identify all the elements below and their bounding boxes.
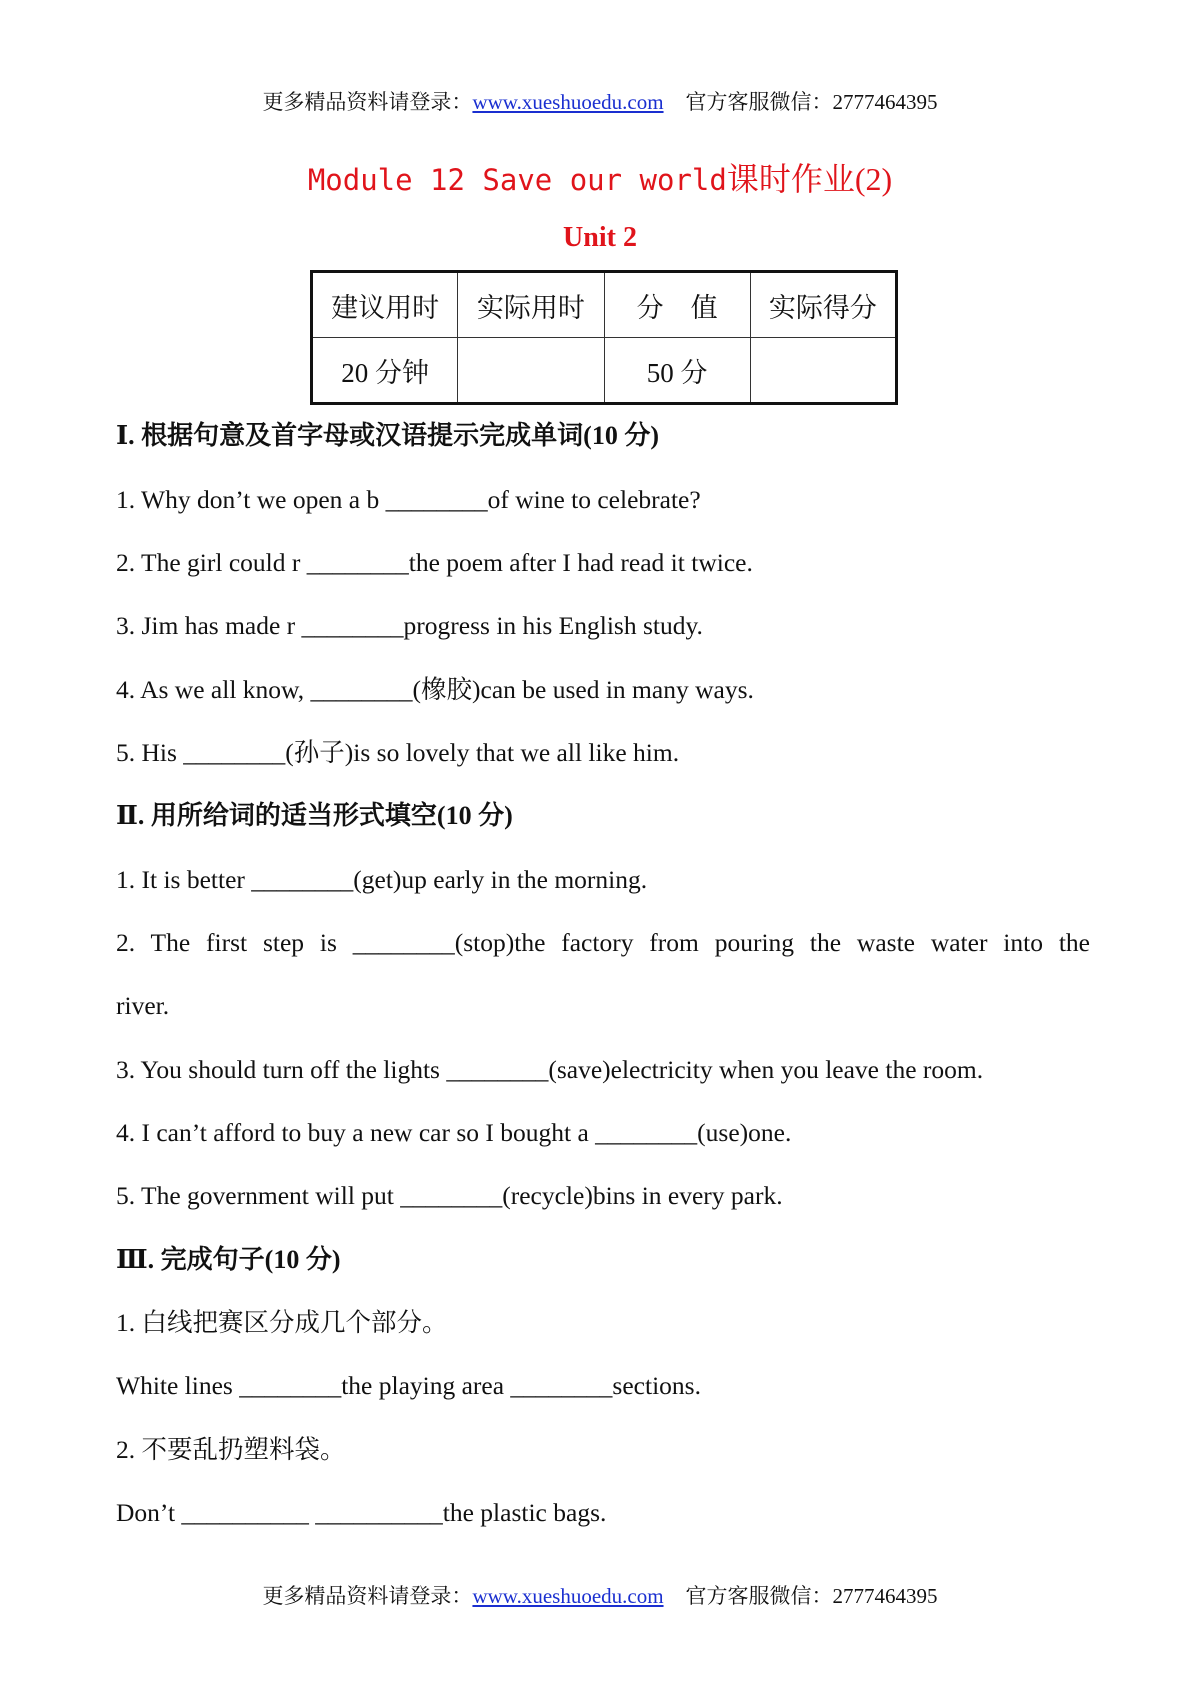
section3-heading: Ⅲ. 完成句子(10 分): [116, 1245, 341, 1274]
section3-item-2-chinese: 2. 不要乱扔塑料袋。: [116, 1435, 346, 1464]
score-table-value-row: [312, 338, 897, 404]
header-actual-time: 实际用时: [458, 272, 604, 338]
page-title: [0, 154, 1200, 200]
value-suggested-time: 20 分钟: [312, 338, 458, 404]
section2-item-2: 2. The first step is ________(stop)the factory from pouring the waste water into the: [116, 928, 1090, 957]
section1-item-5: 5. His ________(孙子)is so lovely that we all like him.: [116, 738, 680, 767]
section2-item-3: 3. You should turn off the lights ________(save)electricity when you leave the room.: [116, 1055, 984, 1084]
score-table-header-row: [312, 272, 897, 338]
section1-item-1: 1. Why don’t we open a b ________of wine to celebrate?: [116, 485, 701, 514]
value-points: 50 分: [604, 338, 750, 404]
section2-item-2-continued: river.: [116, 991, 170, 1020]
score-table: [310, 270, 898, 405]
section1-item-2: 2. The girl could r ________the poem after I had read it twice.: [116, 548, 753, 577]
section2-item-4: 4. I can’t afford to buy a new car so I bought a ________(use)one.: [116, 1118, 792, 1147]
header-points: 分 值: [604, 272, 750, 338]
header-prefix: 更多精品资料请登录：: [262, 90, 473, 114]
section2-item-5: 5. The government will put ________(recycle)bins in every park.: [116, 1181, 783, 1210]
value-actual-time: [458, 338, 604, 404]
header-suggested-time: 建议用时: [312, 272, 458, 338]
page-header: [0, 86, 1200, 116]
section3-item-2-english: Don’t __________ __________the plastic bags.: [116, 1498, 607, 1527]
footer-prefix: 更多精品资料请登录：: [262, 1584, 473, 1608]
title-english: Module 12 Save our world: [307, 163, 727, 197]
section1-heading: Ⅰ. 根据句意及首字母或汉语提示完成单词(10 分): [116, 421, 659, 450]
header-service-contact: 官方客服微信：2777464395: [685, 90, 938, 114]
section2-item-1: 1. It is better ________(get)up early in the morning.: [116, 865, 648, 894]
page-footer: [0, 1580, 1200, 1610]
header-website-link[interactable]: www.xueshuoedu.com: [472, 90, 664, 114]
header-actual-score: 实际得分: [750, 272, 896, 338]
section2-heading: Ⅱ. 用所给词的适当形式填空(10 分): [116, 801, 513, 830]
footer-service-contact: 官方客服微信：2777464395: [685, 1584, 938, 1608]
page-subtitle: Unit 2: [563, 222, 637, 253]
section1-item-3: 3. Jim has made r ________progress in his English study.: [116, 611, 703, 640]
title-chinese: 课时作业(2): [726, 161, 893, 197]
section1-item-4: 4. As we all know, ________(橡胶)can be used in many ways.: [116, 675, 754, 704]
section3-item-1-chinese: 1. 白线把赛区分成几个部分。: [116, 1308, 448, 1337]
value-actual-score: [750, 338, 896, 404]
footer-website-link[interactable]: www.xueshuoedu.com: [472, 1584, 664, 1608]
section3-item-1-english: White lines ________the playing area ________sections.: [116, 1371, 701, 1400]
